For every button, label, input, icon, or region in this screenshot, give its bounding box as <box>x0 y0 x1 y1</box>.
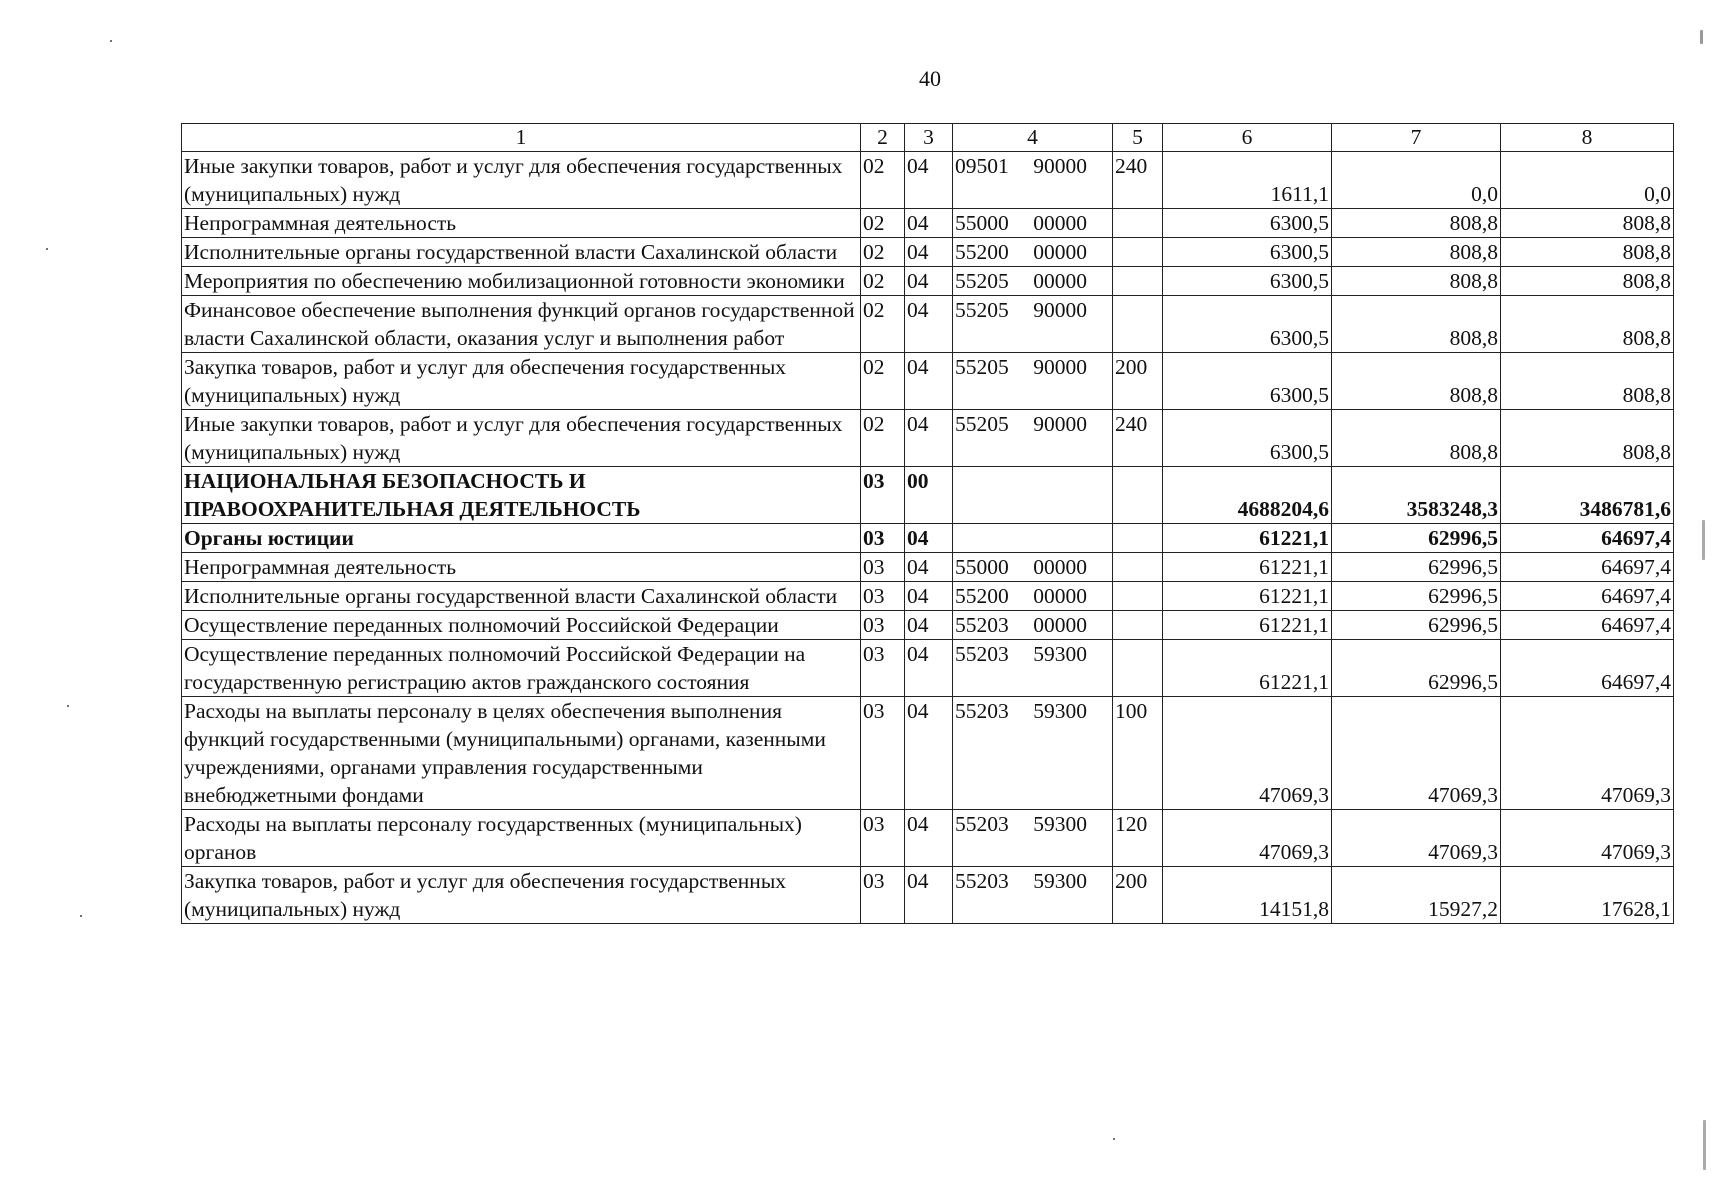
table-row <box>182 296 1674 353</box>
row-subsection-code: 04 <box>905 582 953 611</box>
row-amount-col7: 62996,5 <box>1332 611 1501 640</box>
row-subsection-code: 04 <box>905 410 953 467</box>
header-col-2: 2 <box>861 124 905 152</box>
row-target-article <box>953 296 1113 353</box>
row-amount-col8: 17628,1 <box>1501 867 1674 924</box>
row-subsection-code: 04 <box>905 697 953 810</box>
table-row <box>182 209 1674 238</box>
row-amount-col8: 808,8 <box>1501 353 1674 410</box>
row-expense-type <box>1113 267 1163 296</box>
row-name: Осуществление переданных полномочий Российской Федерации <box>182 611 861 640</box>
scan-speck <box>1113 1138 1115 1140</box>
row-expense-type: 240 <box>1113 410 1163 467</box>
scan-speck <box>1700 30 1703 44</box>
row-subsection-code: 04 <box>905 267 953 296</box>
row-section-code: 03 <box>861 640 905 697</box>
table-row <box>182 867 1674 924</box>
row-amount-col6: 47069,3 <box>1163 810 1332 867</box>
row-target-article-program: 55203 <box>955 812 1009 836</box>
row-name: Мероприятия по обеспечению мобилизационной готовности экономики <box>182 267 861 296</box>
row-name: Закупка товаров, работ и услуг для обеспечения государственных (муниципальных) нужд <box>182 353 861 410</box>
row-target-article <box>953 810 1113 867</box>
row-section-code: 02 <box>861 238 905 267</box>
row-amount-col8: 808,8 <box>1501 296 1674 353</box>
scan-speck <box>1703 1120 1706 1170</box>
row-target-article <box>953 553 1113 582</box>
row-target-article-direction: 59300 <box>1033 642 1087 666</box>
row-target-article-direction: 00000 <box>1033 584 1087 608</box>
row-amount-col6: 6300,5 <box>1163 296 1332 353</box>
row-section-code: 03 <box>861 582 905 611</box>
row-target-article-direction: 59300 <box>1033 869 1087 893</box>
table-row <box>182 553 1674 582</box>
row-expense-type <box>1113 611 1163 640</box>
row-subsection-code: 04 <box>905 353 953 410</box>
row-amount-col8: 3486781,6 <box>1501 467 1674 524</box>
page-number: 40 <box>919 66 941 91</box>
row-section-code: 03 <box>861 697 905 810</box>
row-expense-type <box>1113 467 1163 524</box>
row-amount-col6: 47069,3 <box>1163 697 1332 810</box>
table-row <box>182 152 1674 209</box>
row-target-article <box>953 152 1113 209</box>
row-amount-col7: 62996,5 <box>1332 640 1501 697</box>
row-expense-type: 240 <box>1113 152 1163 209</box>
row-target-article-program: 55000 <box>955 555 1009 579</box>
row-target-article-program: 55203 <box>955 869 1009 893</box>
row-target-article-program: 55203 <box>955 613 1009 637</box>
row-amount-col8: 47069,3 <box>1501 697 1674 810</box>
table-row <box>182 353 1674 410</box>
table-row <box>182 267 1674 296</box>
header-col-1: 1 <box>182 124 861 152</box>
row-amount-col8: 808,8 <box>1501 410 1674 467</box>
row-name: Иные закупки товаров, работ и услуг для обеспечения государственных (муниципальных) нужд <box>182 152 861 209</box>
row-amount-col8: 0,0 <box>1501 152 1674 209</box>
table-header-row <box>182 124 1674 152</box>
row-target-article <box>953 611 1113 640</box>
header-col-7: 7 <box>1332 124 1501 152</box>
row-section-code: 02 <box>861 410 905 467</box>
row-name: Иные закупки товаров, работ и услуг для обеспечения государственных (муниципальных) нужд <box>182 410 861 467</box>
row-amount-col7: 62996,5 <box>1332 524 1501 553</box>
row-subsection-code: 04 <box>905 238 953 267</box>
header-col-5: 5 <box>1113 124 1163 152</box>
row-amount-col8: 64697,4 <box>1501 611 1674 640</box>
row-amount-col6: 61221,1 <box>1163 524 1332 553</box>
row-subsection-code: 04 <box>905 209 953 238</box>
row-section-code: 03 <box>861 611 905 640</box>
row-target-article <box>953 238 1113 267</box>
row-target-article <box>953 209 1113 238</box>
row-target-article-direction: 90000 <box>1033 154 1087 178</box>
row-amount-col7: 47069,3 <box>1332 810 1501 867</box>
row-name: Непрограммная деятельность <box>182 209 861 238</box>
row-section-code: 02 <box>861 152 905 209</box>
row-target-article-program: 55000 <box>955 211 1009 235</box>
header-col-8: 8 <box>1501 124 1674 152</box>
row-subsection-code: 04 <box>905 867 953 924</box>
table-row <box>182 697 1674 810</box>
row-expense-type <box>1113 640 1163 697</box>
row-amount-col6: 61221,1 <box>1163 640 1332 697</box>
table-row <box>182 467 1674 524</box>
row-amount-col7: 47069,3 <box>1332 697 1501 810</box>
row-amount-col8: 47069,3 <box>1501 810 1674 867</box>
row-target-article-program: 55203 <box>955 642 1009 666</box>
row-expense-type: 200 <box>1113 353 1163 410</box>
row-expense-type <box>1113 209 1163 238</box>
row-amount-col7: 0,0 <box>1332 152 1501 209</box>
row-amount-col6: 1611,1 <box>1163 152 1332 209</box>
row-amount-col7: 3583248,3 <box>1332 467 1501 524</box>
row-target-article-direction: 00000 <box>1033 211 1087 235</box>
row-subsection-code: 04 <box>905 553 953 582</box>
row-amount-col7: 62996,5 <box>1332 553 1501 582</box>
row-name: Расходы на выплаты персоналу в целях обеспечения выполнения функций государственными (муниципальными) органами, казенными учреждениями, органами управления государственными внебюджетными фондами <box>182 697 861 810</box>
row-section-code: 03 <box>861 867 905 924</box>
row-target-article-program: 55205 <box>955 412 1009 436</box>
row-expense-type: 100 <box>1113 697 1163 810</box>
row-amount-col6: 6300,5 <box>1163 238 1332 267</box>
table-row <box>182 810 1674 867</box>
row-target-article <box>953 524 1113 553</box>
row-target-article-direction: 59300 <box>1033 699 1087 723</box>
row-target-article-program: 55203 <box>955 699 1009 723</box>
table-row <box>182 611 1674 640</box>
row-amount-col6: 6300,5 <box>1163 410 1332 467</box>
row-amount-col7: 15927,2 <box>1332 867 1501 924</box>
row-target-article-program: 09501 <box>955 154 1009 178</box>
row-amount-col8: 808,8 <box>1501 238 1674 267</box>
row-amount-col7: 62996,5 <box>1332 582 1501 611</box>
row-amount-col8: 64697,4 <box>1501 640 1674 697</box>
row-amount-col8: 64697,4 <box>1501 553 1674 582</box>
row-section-code: 02 <box>861 209 905 238</box>
scan-speck <box>110 40 112 42</box>
row-name: Органы юстиции <box>182 524 861 553</box>
row-amount-col7: 808,8 <box>1332 238 1501 267</box>
row-amount-col7: 808,8 <box>1332 296 1501 353</box>
row-amount-col6: 4688204,6 <box>1163 467 1332 524</box>
row-section-code: 03 <box>861 524 905 553</box>
scan-speck <box>1702 520 1705 560</box>
row-subsection-code: 04 <box>905 524 953 553</box>
row-expense-type <box>1113 553 1163 582</box>
row-target-article <box>953 353 1113 410</box>
row-target-article-direction: 00000 <box>1033 613 1087 637</box>
row-amount-col6: 61221,1 <box>1163 611 1332 640</box>
row-subsection-code: 04 <box>905 152 953 209</box>
row-target-article-direction: 90000 <box>1033 355 1087 379</box>
row-target-article <box>953 640 1113 697</box>
row-subsection-code: 04 <box>905 611 953 640</box>
row-subsection-code: 00 <box>905 467 953 524</box>
table-row <box>182 238 1674 267</box>
row-target-article-direction: 90000 <box>1033 298 1087 322</box>
header-col-4: 4 <box>953 124 1113 152</box>
row-expense-type <box>1113 582 1163 611</box>
row-target-article <box>953 410 1113 467</box>
row-expense-type <box>1113 296 1163 353</box>
row-section-code: 02 <box>861 296 905 353</box>
header-col-6: 6 <box>1163 124 1332 152</box>
row-name: Финансовое обеспечение выполнения функций органов государственной власти Сахалинской области, оказания услуг и выполнения работ <box>182 296 861 353</box>
table-row <box>182 524 1674 553</box>
row-target-article <box>953 267 1113 296</box>
row-amount-col7: 808,8 <box>1332 410 1501 467</box>
row-target-article-program: 55200 <box>955 240 1009 264</box>
row-target-article <box>953 467 1113 524</box>
row-amount-col6: 6300,5 <box>1163 267 1332 296</box>
row-amount-col8: 808,8 <box>1501 209 1674 238</box>
row-amount-col6: 61221,1 <box>1163 582 1332 611</box>
header-col-3: 3 <box>905 124 953 152</box>
row-amount-col6: 61221,1 <box>1163 553 1332 582</box>
table-row <box>182 640 1674 697</box>
row-subsection-code: 04 <box>905 640 953 697</box>
row-section-code: 03 <box>861 467 905 524</box>
budget-table <box>181 123 1674 924</box>
row-name: Осуществление переданных полномочий Российской Федерации на государственную регистрацию актов гражданского состояния <box>182 640 861 697</box>
table-row <box>182 410 1674 467</box>
row-target-article-direction: 90000 <box>1033 412 1087 436</box>
row-amount-col7: 808,8 <box>1332 267 1501 296</box>
row-expense-type <box>1113 524 1163 553</box>
row-target-article-direction: 00000 <box>1033 555 1087 579</box>
row-target-article <box>953 867 1113 924</box>
row-amount-col7: 808,8 <box>1332 209 1501 238</box>
scan-speck <box>46 248 48 250</box>
row-amount-col6: 14151,8 <box>1163 867 1332 924</box>
row-subsection-code: 04 <box>905 810 953 867</box>
scan-speck <box>67 705 69 707</box>
row-expense-type: 120 <box>1113 810 1163 867</box>
table-row <box>182 582 1674 611</box>
row-expense-type <box>1113 238 1163 267</box>
row-section-code: 03 <box>861 810 905 867</box>
row-section-code: 02 <box>861 353 905 410</box>
row-target-article-program: 55200 <box>955 584 1009 608</box>
row-amount-col6: 6300,5 <box>1163 353 1332 410</box>
row-name: Расходы на выплаты персоналу государственных (муниципальных) органов <box>182 810 861 867</box>
row-name: Исполнительные органы государственной власти Сахалинской области <box>182 238 861 267</box>
row-name: Непрограммная деятельность <box>182 553 861 582</box>
row-target-article <box>953 697 1113 810</box>
row-target-article-program: 55205 <box>955 269 1009 293</box>
row-amount-col6: 6300,5 <box>1163 209 1332 238</box>
row-target-article-program: 55205 <box>955 355 1009 379</box>
row-name: Закупка товаров, работ и услуг для обеспечения государственных (муниципальных) нужд <box>182 867 861 924</box>
row-amount-col8: 64697,4 <box>1501 582 1674 611</box>
row-target-article-direction: 00000 <box>1033 269 1087 293</box>
row-section-code: 02 <box>861 267 905 296</box>
row-subsection-code: 04 <box>905 296 953 353</box>
row-amount-col8: 64697,4 <box>1501 524 1674 553</box>
scan-speck <box>80 915 82 917</box>
row-target-article-direction: 59300 <box>1033 812 1087 836</box>
row-section-code: 03 <box>861 553 905 582</box>
row-target-article-program: 55205 <box>955 298 1009 322</box>
row-expense-type: 200 <box>1113 867 1163 924</box>
row-target-article <box>953 582 1113 611</box>
row-amount-col7: 808,8 <box>1332 353 1501 410</box>
row-amount-col8: 808,8 <box>1501 267 1674 296</box>
row-name: Исполнительные органы государственной власти Сахалинской области <box>182 582 861 611</box>
row-name: НАЦИОНАЛЬНАЯ БЕЗОПАСНОСТЬ И ПРАВООХРАНИТЕЛЬНАЯ ДЕЯТЕЛЬНОСТЬ <box>182 467 861 524</box>
row-target-article-direction: 00000 <box>1033 240 1087 264</box>
